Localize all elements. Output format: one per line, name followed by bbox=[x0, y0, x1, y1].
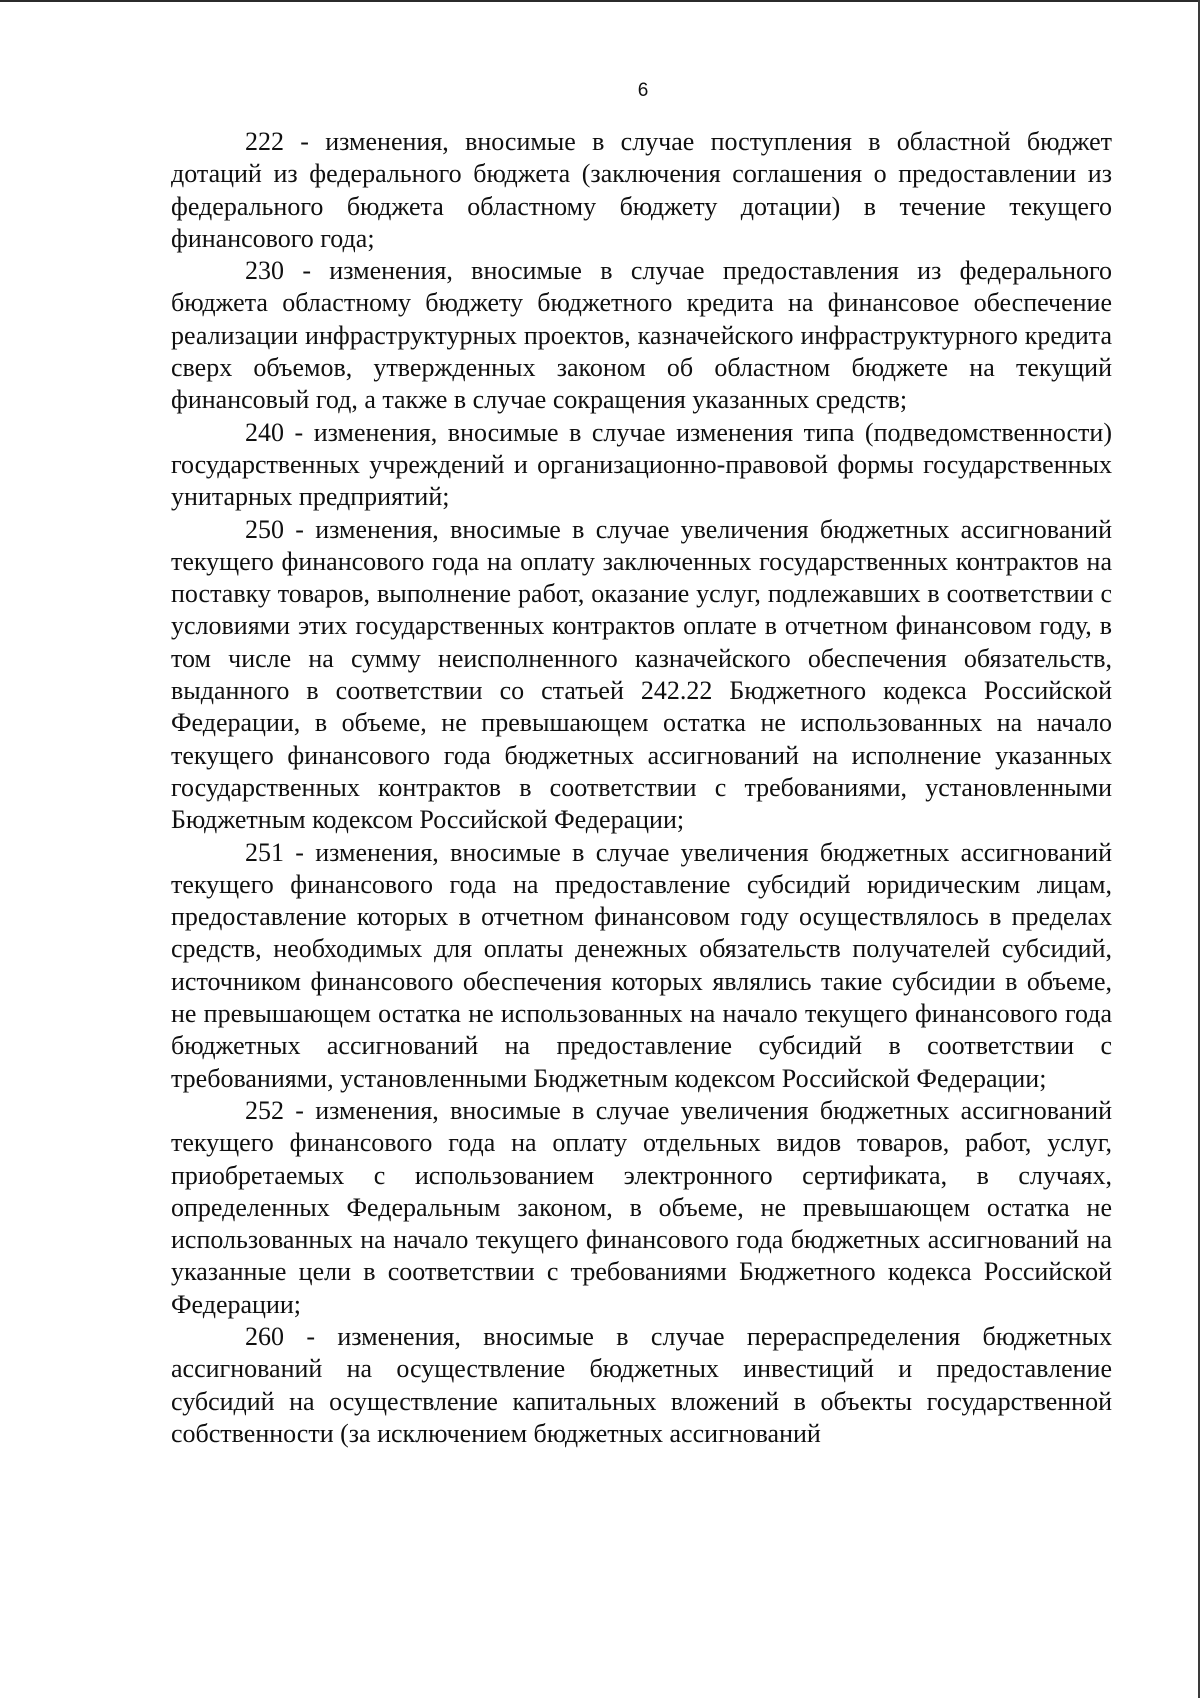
page-number: 6 bbox=[637, 80, 649, 101]
paragraph-230: 230 - изменения, вносимые в случае предоставления из федерального бюджета областному бюджету бюджетного кредита на финансовое обеспечение реализации инфраструктурных проектов, казначейского инфраструктурного кредита сверх объемов, утвержденных законом об областном бюджете на текущий финансовый год, а также в случае сокращения указанных средств; bbox=[171, 256, 1112, 415]
paragraph-222: 222 - изменения, вносимые в случае поступления в областной бюджет дотаций из федерального бюджета (заключения соглашения о предоставлении из федерального бюджета областному бюджету дотации) в течение текущего финансового года; bbox=[171, 127, 1112, 253]
paragraph-240: 240 - изменения, вносимые в случае изменения типа (подведомственности) государственных учреждений и организационно-правовой формы государственных унитарных предприятий; bbox=[171, 417, 1112, 512]
paragraph-260: 260 - изменения, вносимые в случае перераспределения бюджетных ассигнований на осуществление бюджетных инвестиций и предоставление субсидий на осуществление капитальных вложений в объекты государственной собственности (за исключением бюджетных ассигнований bbox=[171, 1321, 1112, 1448]
paragraph-250: 250 - изменения, вносимые в случае увеличения бюджетных ассигнований текущего финансового года на оплату заключенных государственных контрактов на поставку товаров, выполнение работ, оказание услуг, подлежавших в соответствии с условиями этих государственных контрактов оплате в отчетном финансовом году, в том числе на сумму неисполненного казначейского обеспечения обязательств, выданного в соответствии со статьей 242.22 Бюджетного кодекса Российской Федерации, в объеме, не превышающем остатка не использованных на начало текущего финансового года бюджетных ассигнований на исполнение указанных государственных контрактов в соответствии с требованиями, установленными Бюджетным кодексом Российской Федерации; bbox=[171, 514, 1112, 835]
paragraph-252: 252 - изменения, вносимые в случае увеличения бюджетных ассигнований текущего финансового года на оплату отдельных видов товаров, работ, услуг, приобретаемых с использованием электронного сертификата, в случаях, определенных Федеральным законом, в объеме, не превышающем остатка не использованных на начало текущего финансового года бюджетных ассигнований на указанные цели в соответствии с требованиями Бюджетного кодекса Российской Федерации; bbox=[171, 1095, 1112, 1319]
scan-edge-top bbox=[0, 0, 1200, 2]
document-body bbox=[171, 126, 1112, 1450]
paragraph-251: 251 - изменения, вносимые в случае увеличения бюджетных ассигнований текущего финансового года на предоставление субсидий юридическим лицам, предоставление которых в отчетном финансовом году осуществлялось в пределах средств, необходимых для оплаты денежных обязательств получателей субсидий, источником финансового обеспечения которых являлись такие субсидии в объеме, не превышающем остатка не использованных на начало текущего финансового года бюджетных ассигнований на предоставление субсидий в соответствии с требованиями, установленными Бюджетным кодексом Российской Федерации; bbox=[171, 837, 1112, 1093]
